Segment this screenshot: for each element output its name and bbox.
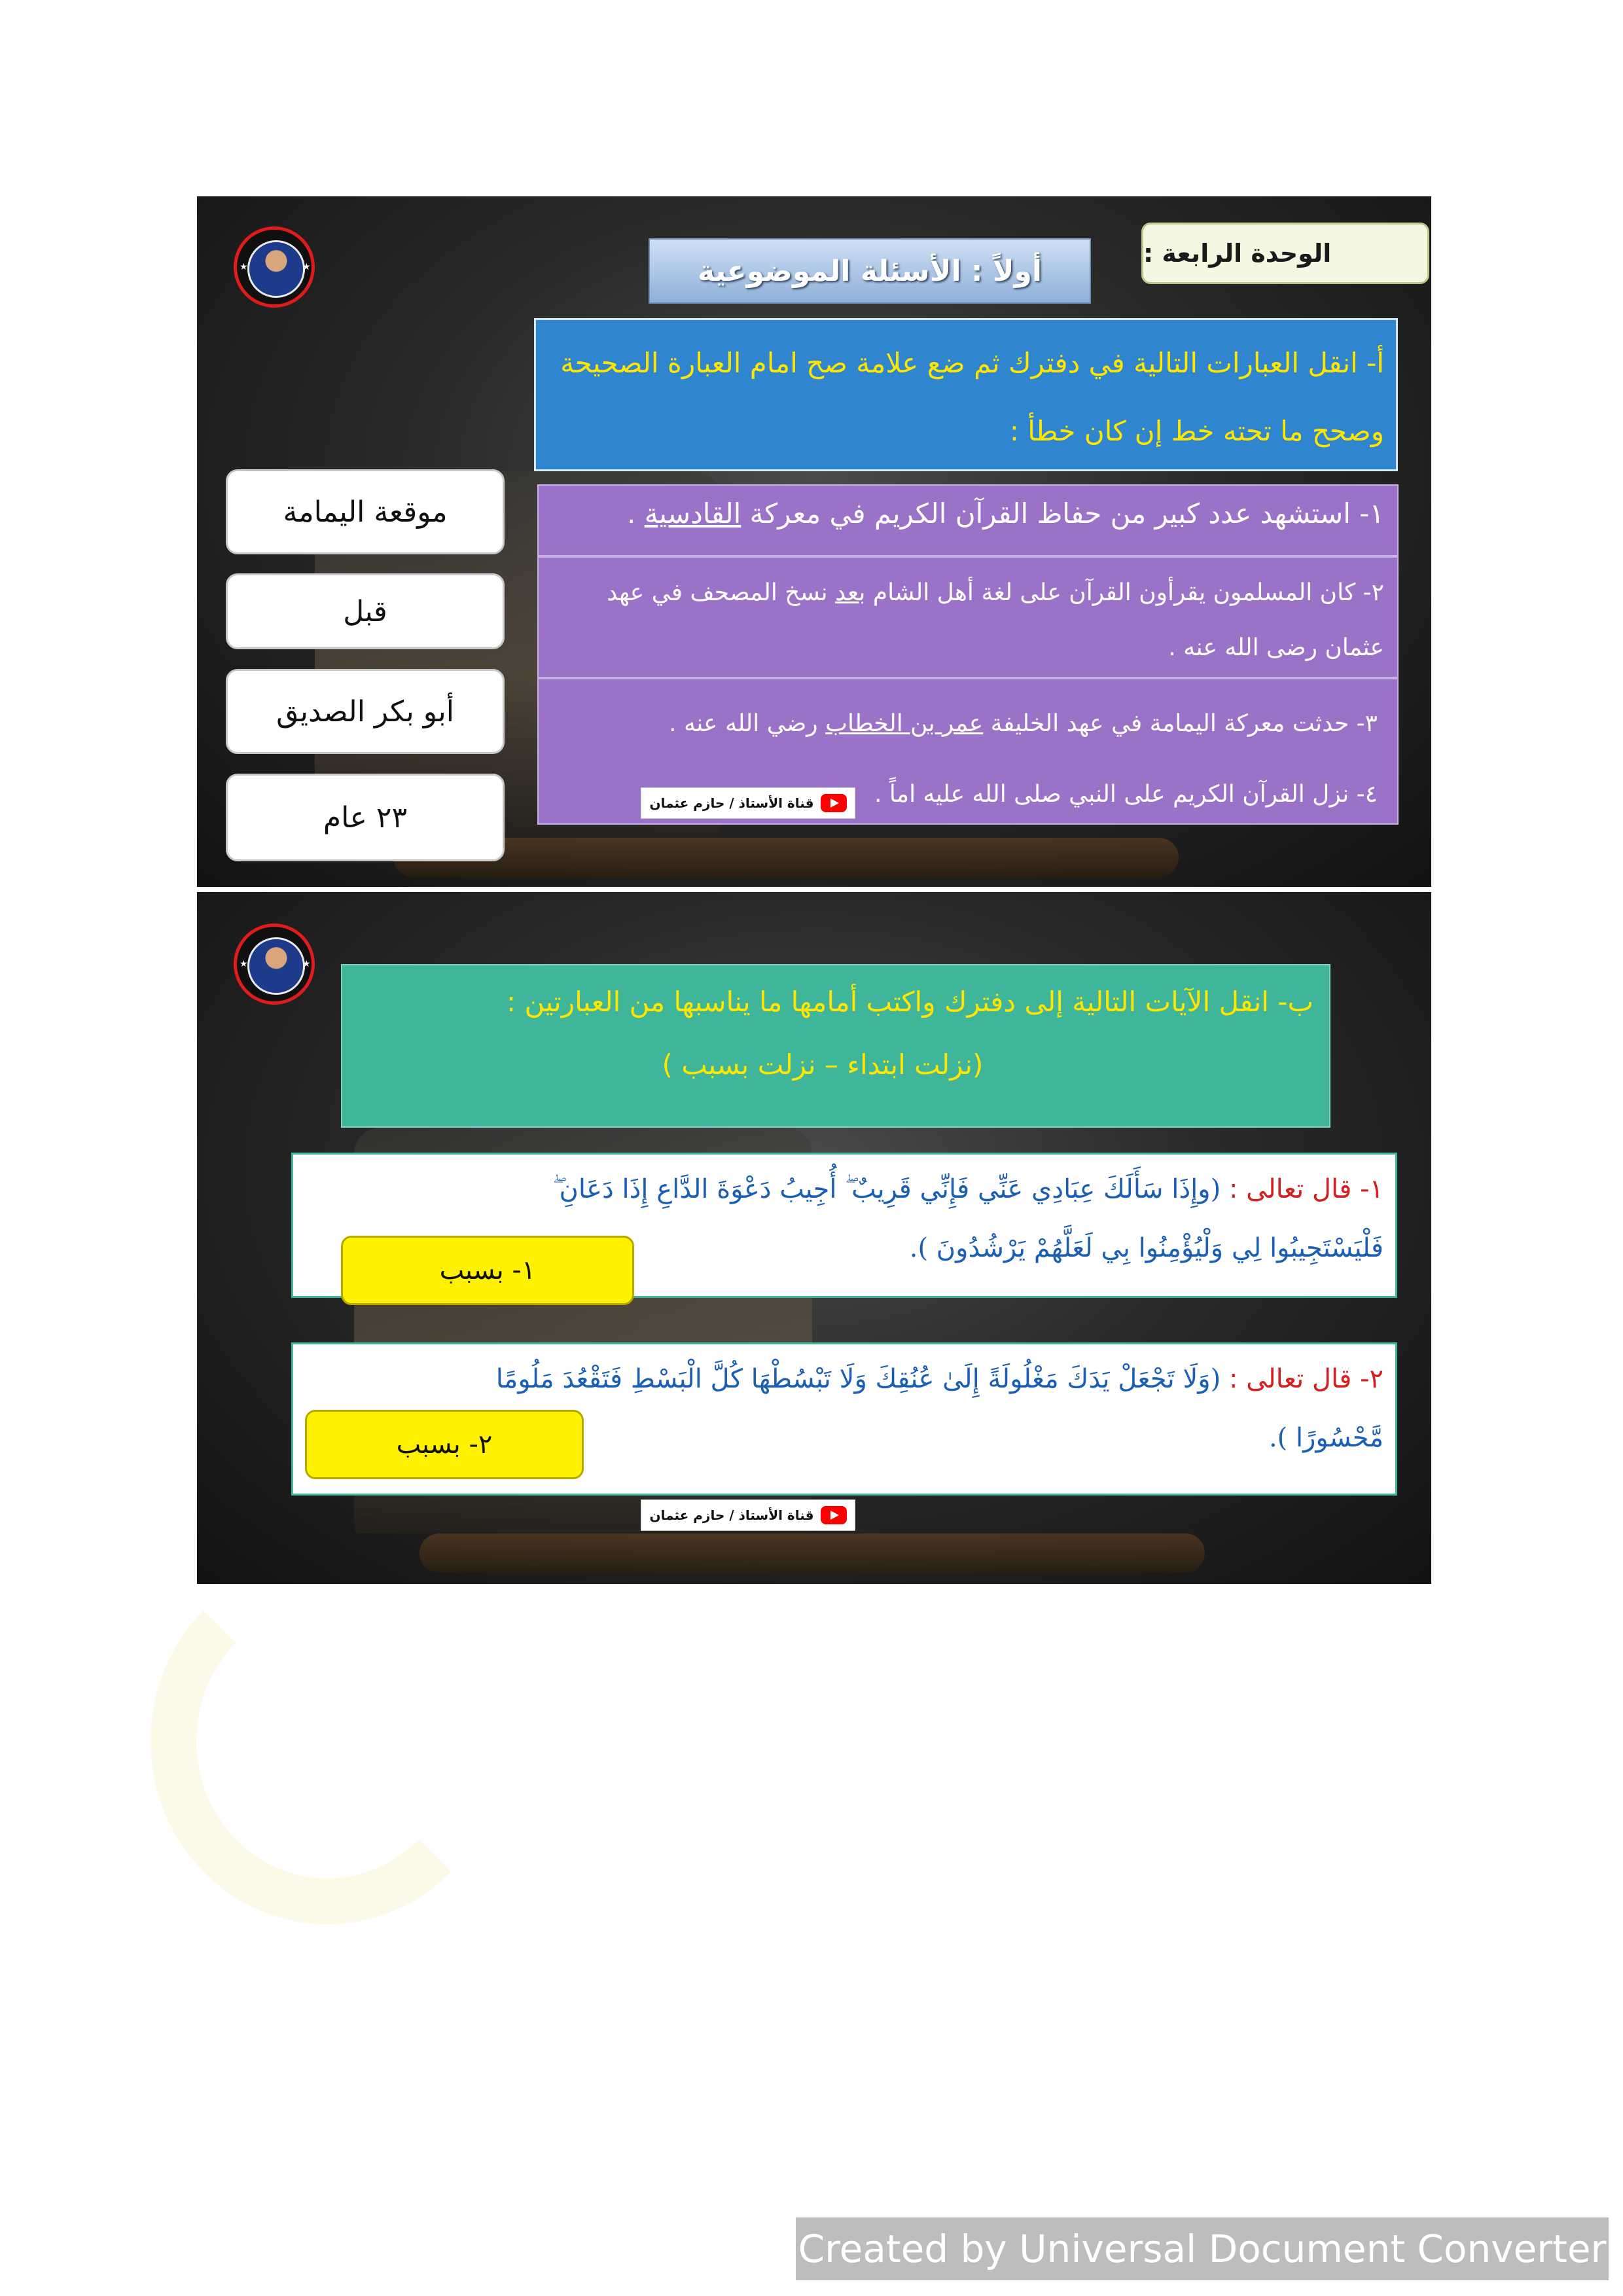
youtube-icon	[821, 1506, 847, 1524]
statement-3: ٣- حدثت معركة اليمامة في عهد الخليفة عمر بن الخطاب رضي الله عنه .	[669, 710, 1378, 737]
instruction-text: ب- انقل الآيات التالية إلى دفترك واكتب أمامها ما يناسبها من العبارتين :	[507, 986, 1313, 1018]
slide-verses	[197, 892, 1431, 1584]
underlined-word: عمر بن الخطاب	[825, 710, 984, 737]
answer-card-3: أبو بكر الصديق	[226, 669, 505, 754]
verse-text: مَّحْسُورًا ).	[1268, 1423, 1383, 1453]
answer-highlight-2: ٢- بسبب	[305, 1410, 584, 1479]
verse-text: (وإِذَا سَأَلَكَ عِبَادِي عَنِّي فَإِنِّي قَرِيبٌ ۖ أُجِيبُ دَعْوَةَ الدَّاعِ إِذَا دَعَانِ ۖ	[552, 1174, 1221, 1204]
verse-text: فَلْيَسْتَجِيبُوا لِي وَلْيُؤْمِنُوا بِي لَعَلَّهُمْ يَرْشُدُونَ ).	[909, 1233, 1383, 1263]
statement-1: ١- استشهد عدد كبير من حفاظ القرآن الكريم في معركة القادسية .	[537, 484, 1399, 556]
underlined-word: بعد	[835, 579, 866, 606]
star-icon: ★	[240, 959, 248, 969]
star-icon: ★	[302, 262, 311, 272]
answer-card-4: ٢٣ عام	[226, 774, 505, 861]
answer-card-2: قبل	[226, 573, 505, 649]
underlined-word: القادسية	[644, 497, 741, 529]
star-icon: ★	[302, 959, 311, 969]
teacher-avatar	[247, 240, 305, 298]
star-icon: ★	[240, 262, 248, 272]
channel-badge: قناة الأستاذ / حازم عثمان	[641, 787, 855, 819]
verse-text: (وَلَا تَجْعَلْ يَدَكَ مَغْلُولَةً إِلَىٰ عُنُقِكَ وَلَا تَبْسُطْهَا كُلَّ الْبَسْطِ فَتَقْعُدَ مَلُومًا	[495, 1364, 1221, 1394]
teacher-avatar	[247, 937, 305, 995]
channel-logo	[234, 924, 315, 1005]
instruction-box	[534, 318, 1398, 471]
statement-4: ٤- نزل القرآن الكريم على النبي صلى الله عليه اماً .	[874, 781, 1378, 808]
channel-logo	[234, 226, 315, 308]
verse-label: ٢- قال تعالى :	[1228, 1364, 1383, 1394]
background-stand	[419, 1534, 1205, 1573]
section-title: أولاً : الأسئلة الموضوعية	[649, 238, 1091, 304]
verse-label: ١- قال تعالى :	[1228, 1174, 1383, 1204]
page-watermark	[151, 1558, 504, 1924]
choices-text: (نزلت ابتداء – نزلت بسبب )	[662, 1049, 984, 1081]
unit-label: الوحدة الرابعة :	[1141, 223, 1429, 284]
instruction-box	[341, 964, 1330, 1128]
answer-card-1: موقعة اليمامة	[226, 469, 505, 554]
answer-highlight-1: ١- بسبب	[341, 1236, 634, 1305]
channel-badge: قناة الأستاذ / حازم عثمان	[641, 1499, 855, 1531]
background-stand	[393, 838, 1179, 877]
youtube-icon	[821, 794, 847, 812]
converter-footer: Created by Universal Document Converter	[796, 2217, 1609, 2280]
slide-objective-questions	[197, 196, 1431, 887]
instruction-text: أ- انقل العبارات التالية في دفترك ثم ضع علامة صح امام العبارة الصحيحة وصحح ما تحته خط إن كان خطأ :	[560, 347, 1384, 447]
statement-2: ٢- كان المسلمون يقرأون القرآن على لغة أهل الشام بعد نسخ المصحف في عهد عثمان رضى الله عنه .	[537, 556, 1399, 678]
